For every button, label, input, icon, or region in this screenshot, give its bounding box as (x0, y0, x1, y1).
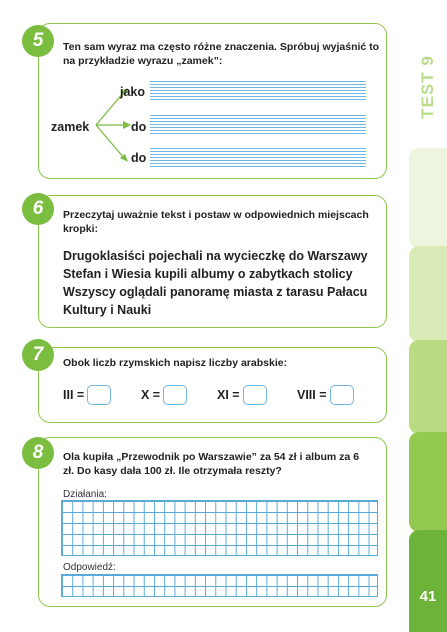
task-6-text[interactable]: Drugoklasiści pojechali na wycieczkę do Warszawy Stefan i Wiesia kupili albumy o zabytkach stolicy Wszyscy oglądali panoramę miasta z tarasu Pałacu Kultury i Nauki (63, 249, 368, 317)
answer-box[interactable] (163, 385, 187, 405)
task-number-7: 7 (22, 339, 54, 371)
side-tab (409, 246, 447, 342)
branch-label-3: do (131, 151, 147, 165)
roman-item-4: VIII = (297, 385, 354, 405)
answer-box[interactable] (330, 385, 354, 405)
root-word: zamek (51, 120, 90, 134)
task-number-5: 5 (22, 25, 54, 57)
writing-lines-2[interactable] (150, 115, 366, 136)
branch-label-1: jako (120, 85, 146, 99)
task-8-instruction: Ola kupiła „Przewodnik po Warszawie” za 54 zł i album za 6 zł. Do kasy dała 100 zł. Ile otrzymała reszty? (63, 451, 360, 477)
writing-lines-1[interactable] (150, 81, 366, 102)
task-number-6: 6 (22, 193, 54, 225)
task-number-8: 8 (22, 437, 54, 469)
task-7-instruction: Obok liczb rzymskich napisz liczby arabskie: (63, 357, 288, 369)
work-grid[interactable] (61, 500, 378, 556)
writing-lines-3[interactable] (150, 148, 366, 169)
work-label: Działania: (63, 489, 107, 500)
task-8 (38, 437, 387, 607)
roman-item-2: X = (141, 385, 187, 405)
page-number: 41 (419, 588, 437, 605)
task-6-instruction: Przeczytaj uważnie tekst i postaw w odpowiednich miejscach kropki: (63, 209, 369, 235)
test-label: TEST 9 (418, 55, 437, 119)
answer-box[interactable] (243, 385, 267, 405)
roman-item-3: XI = (217, 385, 267, 405)
roman-item-1: III = (63, 385, 111, 405)
answer-label: Odpowiedź: (63, 562, 116, 573)
side-tab (409, 148, 447, 248)
answer-grid[interactable] (61, 574, 378, 597)
task-5-instruction: Ten sam wyraz ma często różne znaczenia. Spróbuj wyjaśnić to na przykładzie wyrazu „zamek”: (63, 41, 380, 67)
side-tab (409, 530, 447, 632)
task-5 (38, 23, 387, 179)
answer-box[interactable] (87, 385, 111, 405)
side-tab (409, 340, 447, 434)
side-tab (409, 432, 447, 532)
branch-label-2: do (131, 120, 147, 134)
task-7 (38, 347, 387, 423)
task-6 (38, 195, 387, 328)
